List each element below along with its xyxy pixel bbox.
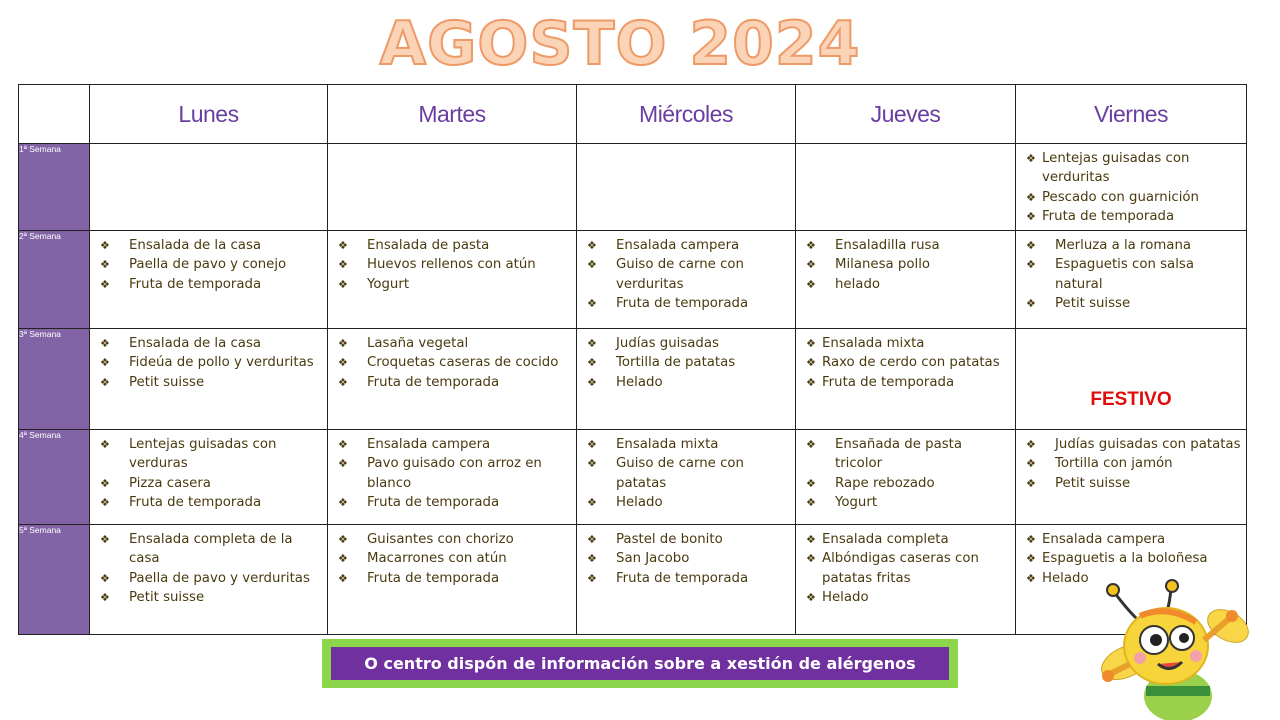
dish-item: ❖ Lasaña vegetal (338, 334, 572, 353)
dish-item: ❖ Fruta de temporada (587, 569, 791, 588)
dish-item: ❖ Helado (587, 373, 791, 392)
dish-item: ❖ Croquetas caseras de cocido (338, 353, 572, 372)
dish-list (577, 530, 795, 588)
dish-item: ❖ Espaguetis a la boloñesa (1026, 549, 1242, 568)
dish-item: ❖ Fruta de temporada (338, 493, 572, 512)
dish-item: ❖ Tortilla con jamón (1026, 454, 1242, 473)
dish-list (328, 334, 576, 392)
dish-item: ❖ Ensalada campera (1026, 530, 1242, 549)
menu-table (18, 84, 1247, 635)
dish-item: ❖ Helado (806, 588, 1011, 607)
menu-cell-lunes (90, 430, 328, 525)
dish-list (90, 435, 327, 512)
corner-cell (19, 85, 90, 144)
week-row-2 (19, 231, 1247, 329)
menu-cell-martes (328, 525, 577, 635)
menu-cell-lunes (90, 525, 328, 635)
dish-item: ❖ Helado (1026, 569, 1242, 588)
dish-item: ❖ Ensalada campera (338, 435, 572, 454)
dish-item: ❖ Fideúa de pollo y verduritas (100, 353, 323, 372)
dish-item: ❖ San Jacobo (587, 549, 791, 568)
menu-cell-viernes (1016, 144, 1247, 231)
dish-item: ❖ Petit suisse (100, 588, 323, 607)
menu-cell-martes (328, 144, 577, 231)
dish-item: ❖ Fruta de temporada (100, 275, 323, 294)
menu-cell-martes (328, 430, 577, 525)
dish-list (90, 236, 327, 294)
menu-cell-miercoles (577, 329, 796, 430)
dish-list (796, 435, 1015, 512)
week-label: 1ª Semana (19, 144, 90, 231)
day-header-jueves: Jueves (796, 85, 1016, 144)
dish-item: ❖ Petit suisse (100, 373, 323, 392)
week-label: 3ª Semana (19, 329, 90, 430)
dish-item: ❖ Rape rebozado (806, 474, 1011, 493)
dish-item: ❖ Fruta de temporada (806, 373, 1011, 392)
dish-item: ❖ Ensaladilla rusa (806, 236, 1011, 255)
dish-item: ❖ Judías guisadas (587, 334, 791, 353)
menu-cell-jueves (796, 231, 1016, 329)
dish-item: ❖ Merluza a la romana (1026, 236, 1242, 255)
dish-item: ❖ Fruta de temporada (1026, 207, 1242, 226)
dish-item: ❖ Huevos rellenos con atún (338, 255, 572, 274)
menu-cell-viernes (1016, 430, 1247, 525)
menu-cell-jueves (796, 144, 1016, 231)
dish-item: ❖ Pescado con guarnición (1026, 188, 1242, 207)
menu-cell-jueves (796, 430, 1016, 525)
header-row (19, 85, 1247, 144)
dish-item: ❖ Ensalada mixta (587, 435, 791, 454)
menu-cell-lunes (90, 144, 328, 231)
dish-list (328, 236, 576, 294)
dish-item: ❖ Guiso de carne con patatas (587, 454, 791, 493)
day-header-martes: Martes (328, 85, 577, 144)
dish-item: ❖ Petit suisse (1026, 294, 1242, 313)
dish-list (796, 530, 1015, 607)
dish-item: ❖ Fruta de temporada (338, 373, 572, 392)
dish-item: ❖ Pavo guisado con arroz en blanco (338, 454, 572, 493)
dish-item: ❖ Judías guisadas con patatas (1026, 435, 1242, 454)
dish-list (90, 334, 327, 392)
dish-list (90, 530, 327, 607)
dish-item: ❖ Macarrones con atún (338, 549, 572, 568)
day-header-lunes: Lunes (90, 85, 328, 144)
dish-list (328, 530, 576, 588)
dish-item: ❖ Ensañada de pasta tricolor (806, 435, 1011, 474)
week-label: 2ª Semana (19, 231, 90, 329)
dish-item: ❖ Tortilla de patatas (587, 353, 791, 372)
menu-cell-viernes (1016, 231, 1247, 329)
dish-list (1016, 435, 1246, 493)
festivo-label: FESTIVO (1090, 389, 1172, 410)
dish-item: ❖ Yogurt (338, 275, 572, 294)
dish-item: ❖ Helado (587, 493, 791, 512)
dish-item: ❖ Espaguetis con salsa natural (1026, 255, 1242, 294)
dish-item: ❖ Ensalada campera (587, 236, 791, 255)
dish-item: ❖ Petit suisse (1026, 474, 1242, 493)
dish-item: ❖ Milanesa pollo (806, 255, 1011, 274)
day-header-viernes: Viernes (1016, 85, 1247, 144)
menu-cell-martes (328, 329, 577, 430)
menu-cell-martes (328, 231, 577, 329)
dish-list (577, 236, 795, 313)
dish-item: ❖ Fruta de temporada (338, 569, 572, 588)
dish-item: ❖ Pastel de bonito (587, 530, 791, 549)
week-row-1 (19, 144, 1247, 231)
dish-list (796, 236, 1015, 294)
week-label: 4ª Semana (19, 430, 90, 525)
dish-item: ❖ Ensalada mixta (806, 334, 1011, 353)
week-label: 5ª Semana (19, 525, 90, 635)
dish-item: ❖ Ensalada de la casa (100, 334, 323, 353)
dish-list (1016, 149, 1246, 226)
dish-list (577, 334, 795, 392)
menu-cell-miercoles (577, 525, 796, 635)
dish-item: ❖ Ensalada completa de la casa (100, 530, 323, 569)
dish-item: ❖ Paella de pavo y conejo (100, 255, 323, 274)
dish-item: ❖ Lentejas guisadas con verduras (100, 435, 323, 474)
dish-item: ❖ Paella de pavo y verduritas (100, 569, 323, 588)
dish-item: ❖ Fruta de temporada (100, 493, 323, 512)
allergen-notice-frame (322, 639, 958, 688)
menu-cell-lunes (90, 329, 328, 430)
day-header-miercoles: Miércoles (577, 85, 796, 144)
dish-list (796, 334, 1015, 392)
page-title: AGOSTO 2024 (379, 9, 861, 79)
dish-list (577, 435, 795, 512)
menu-cell-miercoles (577, 430, 796, 525)
dish-item: ❖ Lentejas guisadas con verduritas (1026, 149, 1242, 188)
menu-cell-jueves (796, 525, 1016, 635)
dish-item: ❖ Guiso de carne con verduritas (587, 255, 791, 294)
menu-cell-miercoles (577, 231, 796, 329)
dish-item: ❖ Ensalada de la casa (100, 236, 323, 255)
dish-item: ❖ Albóndigas caseras con patatas fritas (806, 549, 1011, 588)
dish-list (1016, 236, 1246, 313)
week-row-4 (19, 430, 1247, 525)
menu-cell-miercoles (577, 144, 796, 231)
week-row-5 (19, 525, 1247, 635)
dish-item: ❖ Raxo de cerdo con patatas (806, 353, 1011, 372)
dish-item: ❖ Guisantes con chorizo (338, 530, 572, 549)
menu-cell-jueves (796, 329, 1016, 430)
dish-item: ❖ Ensalada de pasta (338, 236, 572, 255)
bee-mascot-icon (1096, 578, 1256, 720)
allergen-notice: O centro dispón de información sobre a xestión de alérgenos (331, 647, 949, 680)
dish-list (328, 435, 576, 512)
dish-item: ❖ Fruta de temporada (587, 294, 791, 313)
menu-cell-viernes (1016, 329, 1247, 430)
menu-cell-lunes (90, 231, 328, 329)
dish-item: ❖ Ensalada completa (806, 530, 1011, 549)
week-row-3 (19, 329, 1247, 430)
dish-item: ❖ Pizza casera (100, 474, 323, 493)
dish-item: ❖ helado (806, 275, 1011, 294)
dish-item: ❖ Yogurt (806, 493, 1011, 512)
